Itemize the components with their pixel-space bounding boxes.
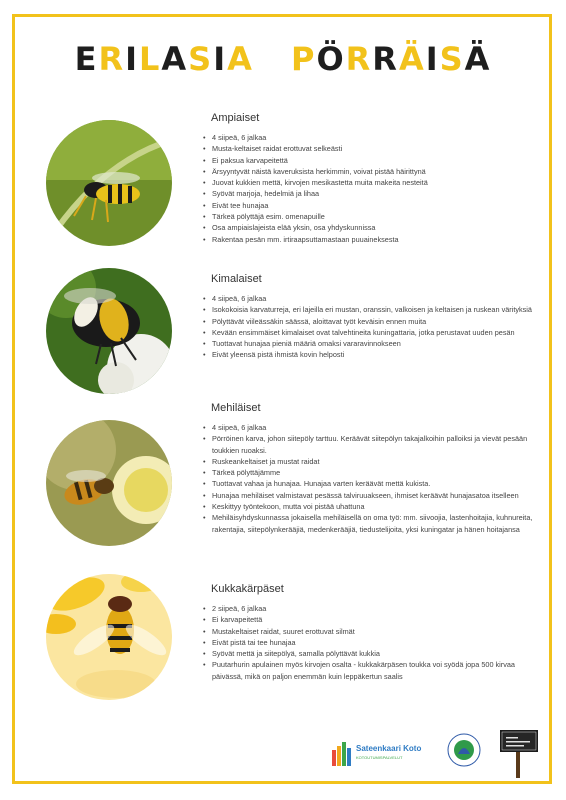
list-item: • Musta-keltaiset raidat erottuvat selkeästi — [212, 143, 542, 154]
title-letter: A — [227, 40, 254, 78]
title-letter: A — [161, 40, 189, 78]
list-item: • Pölyttävät viileässäkin säässä, aloittavat työt keväisin ennen muita — [212, 316, 542, 327]
list-item: • Isokokoisia karvaturreja, eri lajeilla eri mustan, oranssin, valkoisen ja keltaisen ja ruskean värityksiä — [212, 304, 542, 315]
list-item: • Mehiläisyhdyskunnassa jokaisella mehiläisellä on oma työ: mm. siivoojia, lastenhoitajia, kuhnureita, rakentajia, siitepölynkerääjiä, medenkerääjiä, tiedustelijoita, yksi kuningatar ja hänen hoitajansa — [212, 512, 542, 535]
title-letter: I — [213, 40, 228, 78]
title-letter: S — [188, 40, 214, 78]
list-item: • Mustakeltaiset raidat, suuret erottuvat silmät — [212, 626, 542, 637]
list-item: • Puutarhurin apulainen myös kirvojen osalta - kukkakärpäsen toukka voi syödä jopa 500 kirvaa päivässä, mikä on paljon enemmän kuin leppäkertun saalis — [212, 659, 542, 682]
title-letter: I — [425, 40, 440, 78]
list-item: • Eivät tee hunajaa — [212, 200, 542, 211]
title-letter: E — [74, 40, 99, 78]
fact-list — [202, 132, 542, 245]
list-item: • Tuottavat hunajaa pieniä määriä omaksi vararavinnokseen — [212, 338, 542, 349]
list-item: • Syövät mettä ja siitepölyä, samalla pölyttävät kukkia — [212, 648, 542, 659]
list-item: • 4 siipeä, 6 jalkaa — [212, 293, 542, 304]
title-word-1 — [75, 40, 254, 78]
title-word-2 — [291, 40, 491, 78]
title-letter: R — [372, 40, 399, 78]
page-title — [0, 40, 566, 78]
list-item: • Ruskeankeltaiset ja mustat raidat — [212, 456, 542, 467]
list-item: • Eivät yleensä pistä ihmistä kovin helposti — [212, 349, 542, 360]
logo-subtitle: KOTOUTUMISPALVELUT — [356, 755, 403, 760]
list-item: • Keskittyy työntekoon, mutta voi pistää uhattuna — [212, 501, 542, 512]
signpost-logo — [498, 728, 540, 778]
list-item: • Osa ampiaislajeista elää yksin, osa yhdyskunnissa — [212, 222, 542, 233]
wasp-photo — [46, 120, 172, 246]
logo-title: Sateenkaari Koto — [356, 744, 422, 753]
sateenkaari-koto-logo — [330, 740, 430, 770]
list-item: • Tärkeä pölyttäjä esim. omenapuille — [212, 211, 542, 222]
title-letter: Ä — [398, 40, 426, 78]
title-letter: R — [345, 40, 373, 78]
bumblebee-photo — [46, 268, 172, 394]
section-heading: Kimalaiset — [211, 273, 262, 285]
section-heading: Ampiaiset — [211, 112, 260, 124]
list-item: • Syövät marjoja, hedelmiä ja lihaa — [212, 188, 542, 199]
list-item: • Kevään ensimmäiset kimalaiset ovat talvehtineita kuningattaria, jotka perustavat uuden pesän — [212, 327, 542, 338]
title-letter: S — [439, 40, 465, 78]
list-item: • Tärkeä pölyttäjämme — [212, 467, 542, 478]
title-letter: L — [138, 40, 162, 78]
list-item: • Tuottavat vahaa ja hunajaa. Hunajaa varten keräävät mettä kukista. — [212, 478, 542, 489]
list-item: • Pörröinen karva, johon siitepöly tarttuu. Keräävät siitepölyn takajalkoihin palloiksi ja vievät pesään toukkien ruoaksi. — [212, 433, 542, 456]
fact-list — [202, 422, 542, 535]
title-letter: Ä — [464, 40, 492, 78]
fact-list — [202, 293, 542, 361]
list-item: • 4 siipeä, 6 jalkaa — [212, 132, 542, 143]
footer-logos — [330, 728, 540, 778]
title-letter: R — [98, 40, 126, 78]
circle-emblem-logo — [446, 732, 482, 768]
section-heading: Mehiläiset — [211, 402, 261, 414]
list-item: • Ei karvapeitettä — [212, 614, 542, 625]
list-item: • Hunajaa mehiläiset valmistavat pesässä talviruuakseen, ihmiset keräävät hunajasatoa itselleen — [212, 490, 542, 501]
fact-list — [202, 603, 542, 682]
list-item: • 2 siipeä, 6 jalkaa — [212, 603, 542, 614]
list-item: • Juovat kukkien mettä, kirvojen mesikastetta muita makeita nesteitä — [212, 177, 542, 188]
list-item: • Eivät pistä tai tee hunajaa — [212, 637, 542, 648]
hoverfly-photo — [46, 574, 172, 700]
title-letter: P — [291, 40, 317, 78]
honeybee-photo — [46, 420, 172, 546]
title-letter: I — [125, 40, 139, 78]
list-item: • Rakentaa pesän mm. irtiraapsuttamastaan puuaineksesta — [212, 234, 542, 245]
title-letter: Ö — [316, 40, 346, 78]
section-heading: Kukkakärpäset — [211, 583, 284, 595]
list-item: • 4 siipeä, 6 jalkaa — [212, 422, 542, 433]
list-item: • Ärsyyntyvät näistä kaveruksista herkimmin, voivat pistää häirittynä — [212, 166, 542, 177]
list-item: • Ei paksua karvapeitettä — [212, 155, 542, 166]
